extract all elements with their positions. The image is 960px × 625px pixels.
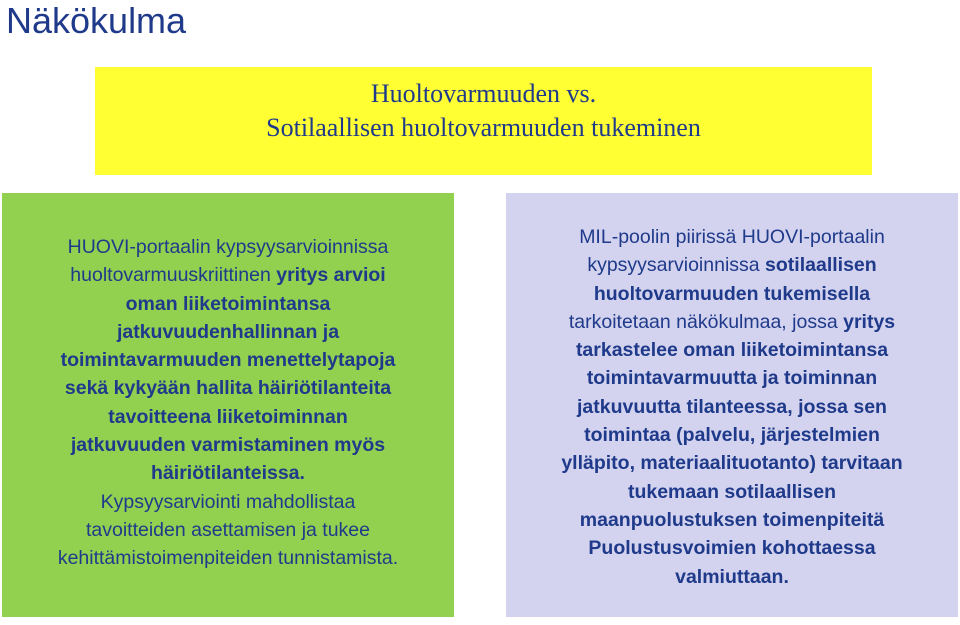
right-line-8-bold: ylläpito, materiaalituotanto) tarvitaan (561, 452, 903, 475)
right-line-5 (506, 364, 958, 392)
banner-line-1: Huoltovarmuuden vs. (370, 79, 597, 108)
right-line-7 (506, 421, 958, 449)
left-line-9 (2, 488, 454, 516)
left-line-8 (2, 459, 454, 487)
right-line-2-bold: huoltovarmuuden tukemisella (593, 282, 871, 305)
right-line-10-bold: maanpuolustuksen toimenpiteitä (579, 508, 885, 531)
left-line-7-bold: jatkuvuuden varmistaminen myös (70, 434, 386, 457)
right-line-8 (506, 449, 958, 477)
right-line-4-bold: tarkastelee oman liiketoimintansa (575, 339, 889, 362)
left-line-2-bold: oman liiketoimintansa (125, 292, 331, 315)
left-line-0 (2, 233, 454, 261)
right-line-4 (506, 336, 958, 364)
right-line-1-normal: kypsyysarvioinnissa (587, 254, 766, 277)
left-line-11 (2, 544, 454, 572)
left-line-6 (2, 403, 454, 431)
right-line-3-bold: yritys (843, 310, 896, 333)
page-title: Näkökulma (6, 0, 187, 41)
right-line-9 (506, 478, 958, 506)
title-banner (95, 67, 872, 175)
left-line-4 (2, 346, 454, 374)
right-line-12 (506, 563, 958, 591)
right-line-9-bold: tukemaan sotilaallisen (627, 480, 837, 503)
right-line-2 (506, 280, 958, 308)
right-line-0-normal: MIL-poolin piirissä HUOVI-portaalin (579, 226, 885, 248)
left-line-5-bold: sekä kykyään hallita häiriötilanteita (64, 377, 392, 400)
left-line-6-bold: tavoitteena liiketoiminnan (108, 405, 348, 428)
left-line-4-bold: toimintavarmuuden menettelytapoja (60, 349, 396, 372)
right-text-panel (506, 193, 958, 617)
right-line-11 (506, 534, 958, 562)
left-line-1 (2, 261, 454, 289)
left-line-0-normal: HUOVI-portaalin kypsyysarvioinnissa (67, 236, 389, 258)
right-line-1 (506, 251, 958, 279)
right-line-6-bold: jatkuvuutta tilanteessa, jossa sen (577, 395, 887, 418)
right-line-12-bold: valmiuttaan. (675, 565, 789, 588)
right-line-11-bold: Puolustusvoimien kohottaessa (588, 537, 876, 560)
left-line-3-bold: jatkuvuudenhallinnan ja (116, 320, 340, 343)
left-line-2 (2, 290, 454, 318)
left-line-5 (2, 374, 454, 402)
right-line-0 (506, 223, 958, 251)
left-line-7 (2, 431, 454, 459)
left-line-9-normal: Kypsyysarviointi mahdollistaa (100, 490, 356, 513)
left-line-1-bold: yritys arvioi (276, 264, 386, 287)
left-line-1-normal: huoltovarmuuskriittinen (70, 264, 277, 287)
left-line-8-bold: häiriötilanteissa. (151, 462, 305, 485)
right-line-10 (506, 506, 958, 534)
right-line-3 (506, 308, 958, 336)
right-line-6 (506, 393, 958, 421)
left-line-3 (2, 318, 454, 346)
left-line-10 (2, 516, 454, 544)
right-line-7-bold: toimintaa (palvelu, järjestelmien (584, 424, 880, 447)
right-line-5-bold: toimintavarmuutta ja toiminnan (586, 367, 878, 390)
right-line-3-normal: tarkoitetaan näkökulmaa, jossa (568, 310, 844, 333)
left-line-11-normal: kehittämistoimenpiteiden tunnistamista. (57, 547, 399, 570)
right-line-1-bold: sotilaallisen (765, 254, 877, 277)
banner-line-2: Sotilaallisen huoltovarmuuden tukeminen (266, 113, 701, 142)
left-text-panel (2, 193, 454, 617)
left-line-10-normal: tavoitteiden asettamisen ja tukee (85, 518, 370, 541)
